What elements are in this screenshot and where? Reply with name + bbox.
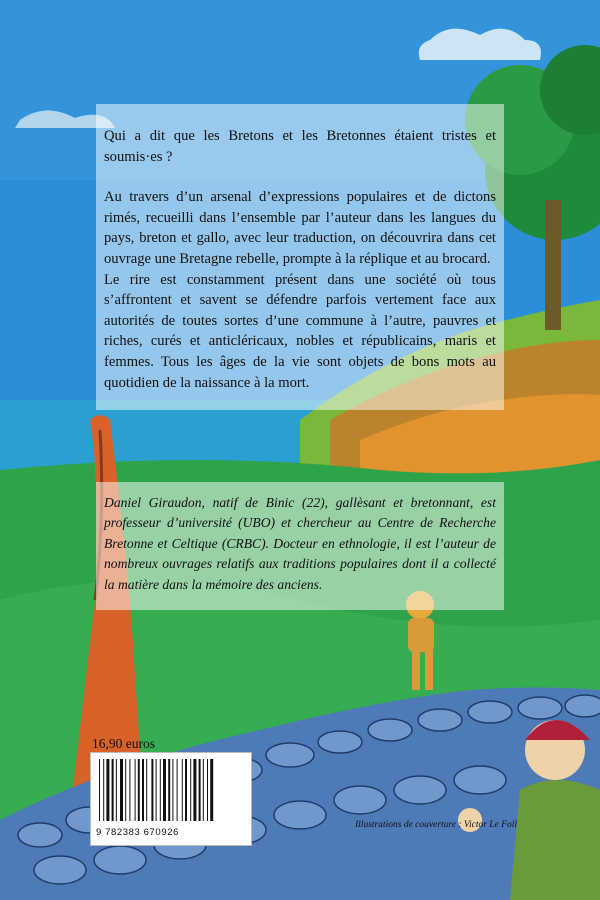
barcode-bar [177, 759, 178, 821]
barcode-bar [193, 759, 196, 821]
barcode-bar [207, 759, 208, 821]
summary-paragraph-1: Au travers d’un arsenal d’expressions populaires et de dictons rimés, recueilli dans l’ensemble par l’auteur dans les langues du pays, breton et gallo, avec leur traduction, on découvrira dans cet ouvrage une Bretagne rebelle, prompte à la réplique et au brocard. [104, 189, 496, 267]
barcode-bar [99, 759, 100, 821]
isbn-number: 9 782383 670926 [96, 827, 179, 838]
back-cover-summary [104, 126, 496, 393]
barcode-bar [185, 759, 187, 821]
author-bio: Daniel Giraudon, natif de Binic (22), gallèsant et bretonnant, est professeur d’université (UBO) et chercheur au Centre de Recherche Bretonne et Celtique (CRBC). Docteur en ethnologie, il est l’auteur de nombreux ouvrages relatifs aux traditions populaires dont il a collecté la matière dans la mémoire des anciens. [104, 495, 496, 592]
barcode-bar [125, 759, 126, 821]
barcode-bar [135, 759, 136, 821]
barcode-bar [156, 759, 157, 821]
barcode-bar [203, 759, 204, 821]
summary-paragraph-2: Le rire est constamment présent dans une société où tous s’affrontent et savent se défendre parfois vertement face aux autorités de toutes sortes d’une commune à l’autre, pauvres et riches, curés et anticléricaux, nobles et républicains, maris et femmes. Tous les âges de la vie sont objets de bons mots au quotidien de la naissance à la mort. [104, 271, 496, 391]
barcode-bar [163, 759, 166, 821]
summary-question: Qui a dit que les Bretons et les Bretonnes étaient tristes et soumis·es ? [104, 128, 496, 165]
barcode-bar [103, 759, 104, 821]
barcode-bar [151, 759, 153, 821]
barcode-bar [146, 759, 147, 821]
barcode-bar [120, 759, 123, 821]
barcode-bar [190, 759, 191, 821]
barcode-bar [168, 759, 170, 821]
barcode-bar [210, 759, 213, 821]
barcode-bar [142, 759, 144, 821]
illustration-credit: Illustrations de couverture : Victor Le Foll [355, 820, 518, 830]
barcode-bar [112, 759, 114, 821]
barcode-bar [172, 759, 173, 821]
barcode-bar [106, 759, 109, 821]
tree-trunk [545, 200, 561, 330]
barcode-bars [91, 753, 251, 827]
barcode-bar [138, 759, 140, 821]
barcode-bar [182, 759, 183, 821]
barcode-bar [160, 759, 161, 821]
barcode-bar [199, 759, 201, 821]
barcode-bar [129, 759, 130, 821]
price-label: 16,90 euros [92, 736, 155, 751]
barcode-bar [116, 759, 117, 821]
